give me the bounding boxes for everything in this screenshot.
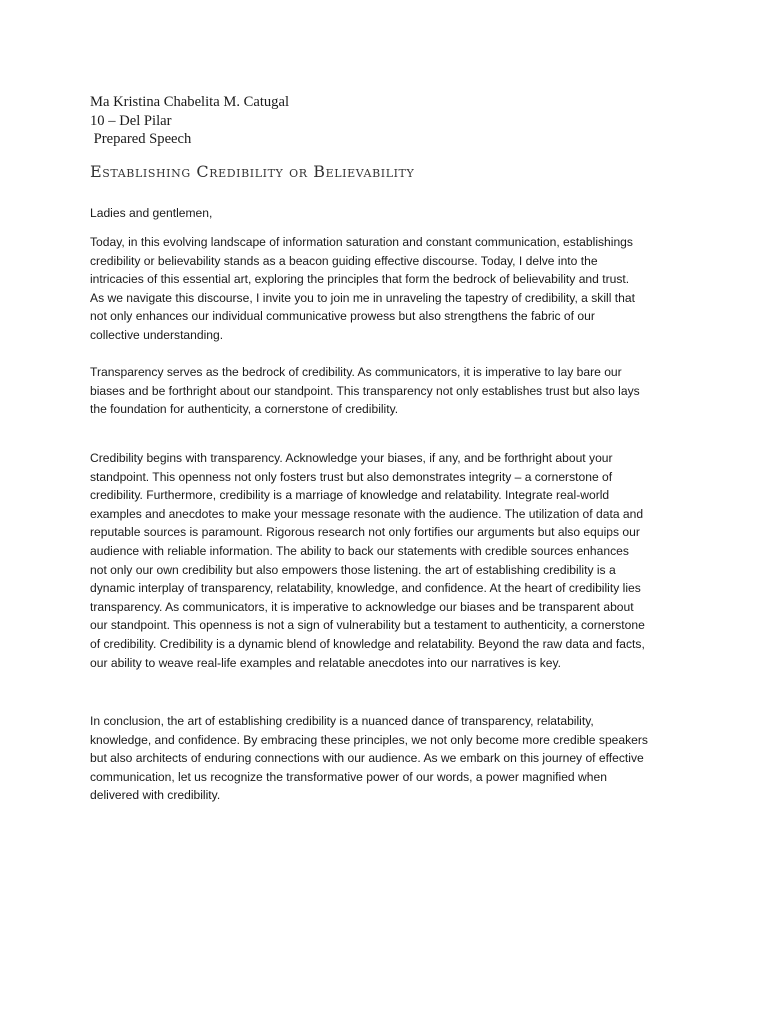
paragraph-line: dynamic interplay of transparency, relatability, knowledge, and confidence. At the heart of credibility lies: [90, 581, 641, 596]
document-type: Prepared Speech: [90, 131, 192, 147]
paragraph-line: the foundation for authenticity, a cornerstone of credibility.: [90, 402, 399, 417]
author-name: Ma Kristina Chabelita M. Catugal: [90, 94, 290, 110]
paragraph-line: In conclusion, the art of establishing credibility is a nuanced dance of transparency, relatability,: [90, 714, 594, 728]
greeting: [90, 204, 695, 223]
paragraph-transparency: [90, 363, 695, 419]
paragraph-line: As we navigate this discourse, I invite you to join me in unraveling the tapestry of credibility, a skill that: [90, 290, 635, 305]
greeting-text: Ladies and gentlemen,: [90, 206, 213, 220]
paragraph-line: intricacies of this essential art, exploring the principles that form the bedrock of believability and trust.: [90, 272, 630, 287]
paragraph-line: credibility. Furthermore, credibility is a marriage of knowledge and relatability. Integrate real-world: [90, 488, 610, 503]
paragraph-line: not only enhances our individual communicative prowess but also strengthens the fabric of our: [90, 309, 595, 324]
paragraph-line: audience with reliable information. The ability to back our statements with credible sources enhances: [90, 543, 629, 558]
document-header: [90, 93, 289, 149]
paragraph-line: not only our own credibility but also empowers those listening. the art of establishing credibility is a: [90, 562, 616, 577]
paragraph-line: reputable sources is paramount. Rigorous research not only fortifies our arguments but also equips our: [90, 525, 640, 540]
class-section: 10 – Del Pilar: [90, 112, 172, 129]
paragraph-line: collective understanding.: [90, 327, 224, 342]
paragraph-line: our ability to weave real-life examples and relatable anecdotes into our narratives is key.: [90, 655, 562, 670]
paragraph-intro: [90, 233, 695, 345]
paragraph-line: standpoint. This openness not only fosters trust but also demonstrates integrity – a cornerstone of: [90, 469, 613, 484]
paragraph-line: our standpoint. This openness is not a sign of vulnerability but a testament to authenticity, a cornerstone: [90, 618, 645, 633]
paragraph-line: but also architects of enduring connections with our audience. As we embark on this journey of effective: [90, 751, 644, 766]
paragraph-line: knowledge, and confidence. By embracing these principles, we not only become more credible speakers: [90, 732, 648, 747]
paragraph-line: transparency. As communicators, it is imperative to acknowledge our biases and be transparent about: [90, 599, 634, 614]
paragraph-line: examples and anecdotes to make your message resonate with the audience. The utilization of data and: [90, 506, 644, 521]
paragraph-line: credibility or believability stands as a beacon guiding effective discourse. Today, I delve into the: [90, 253, 598, 268]
paragraph-line: of credibility. Credibility is a dynamic blend of knowledge and relatability. Beyond the raw data and facts,: [90, 636, 645, 651]
paragraph-line: communication, let us recognize the transformative power of our words, a power magnified when: [90, 769, 607, 784]
paragraph-body: [90, 449, 695, 672]
paragraph-line: delivered with credibility.: [90, 788, 221, 803]
paragraph-line: Transparency serves as the bedrock of credibility. As communicators, it is imperative to lay bare our: [90, 365, 622, 379]
speech-title: Establishing Credibility or Believability: [90, 162, 415, 181]
paragraph-conclusion: [90, 712, 695, 805]
paragraph-line: Today, in this evolving landscape of information saturation and constant communication, establishings: [90, 235, 633, 249]
paragraph-line: Credibility begins with transparency. Acknowledge your biases, if any, and be forthright about your: [90, 451, 613, 465]
paragraph-line: biases and be forthright about our standpoint. This transparency not only establishes trust but also lays: [90, 383, 640, 398]
